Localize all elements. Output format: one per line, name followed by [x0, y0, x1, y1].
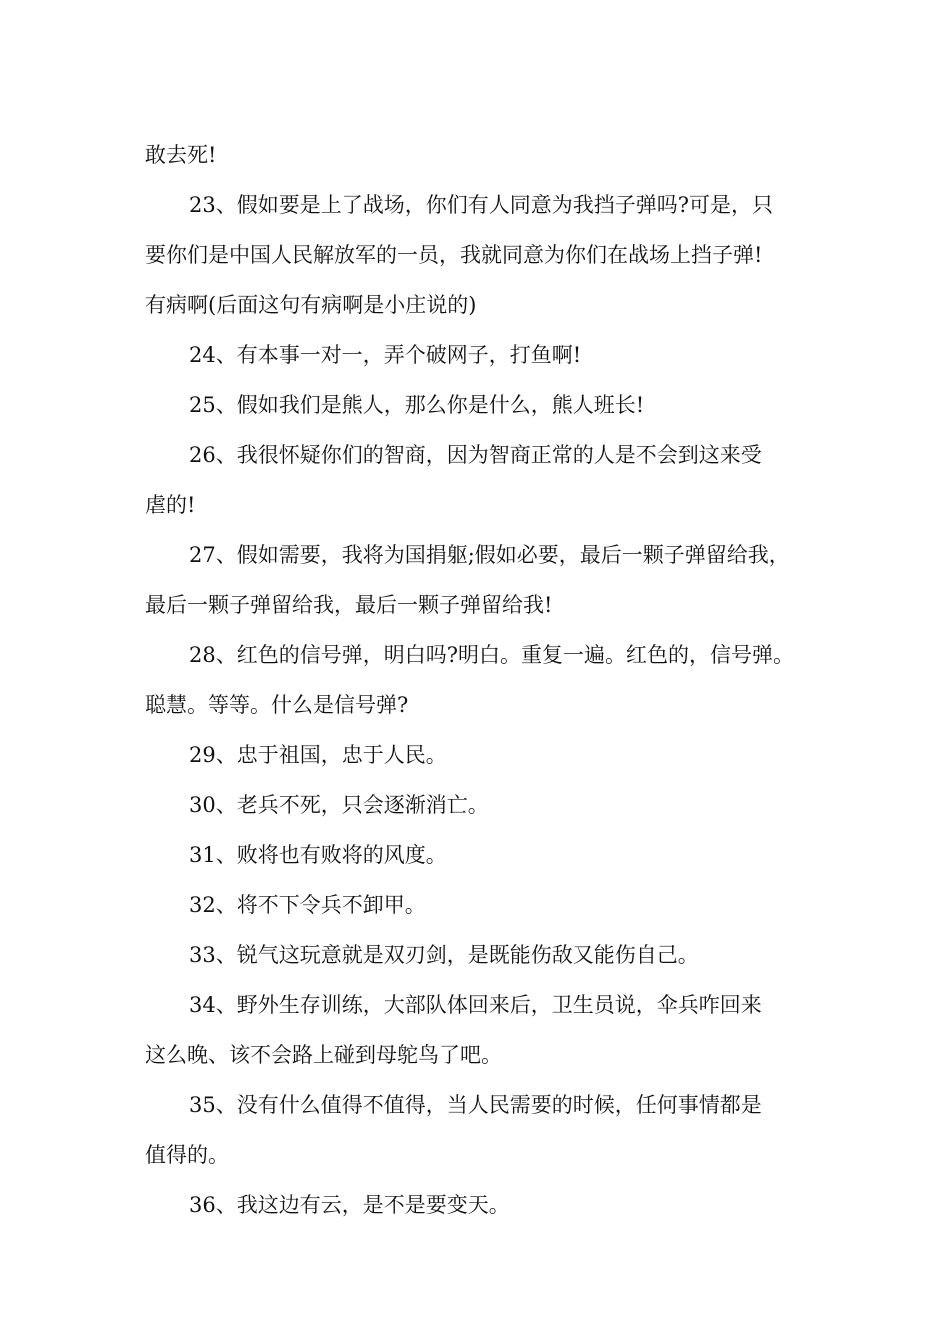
- text-line: 33、锐气这玩意就是双刃剑，是既能伤敌又能伤自己。: [189, 943, 699, 967]
- text-line: 35、没有什么值得不值得，当人民需要的时候，任何事情都是: [189, 1093, 762, 1117]
- text-line: 30、老兵不死，只会逐渐消亡。: [189, 793, 489, 817]
- text-line: 29、忠于祖国，忠于人民。: [189, 743, 447, 767]
- text-line: 32、将不下令兵不卸甲。: [189, 893, 426, 917]
- text-line: 值得的。: [145, 1143, 229, 1167]
- text-line: 25、假如我们是熊人，那么你是什么，熊人班长!: [189, 393, 645, 417]
- text-line: 最后一颗子弹留给我，最后一颗子弹留给我!: [145, 593, 553, 617]
- text-line: 24、有本事一对一，弄个破网子，打鱼啊!: [189, 343, 582, 367]
- text-line: 虐的!: [145, 493, 196, 517]
- text-line: 34、野外生存训练，大部队体回来后，卫生员说，伞兵咋回来: [189, 993, 762, 1017]
- text-line: 有病啊(后面这句有病啊是小庄说的): [145, 293, 477, 317]
- text-line: 36、我这边有云，是不是要变天。: [189, 1193, 510, 1217]
- text-line: 敢去死!: [145, 143, 217, 167]
- text-line: 31、败将也有败将的风度。: [189, 843, 447, 867]
- text-line: 这么晚、该不会路上碰到母鸵鸟了吧。: [145, 1043, 502, 1067]
- text-line: 27、假如需要，我将为国捐躯;假如必要，最后一颗子弹留给我，: [189, 543, 790, 567]
- text-line: 23、假如要是上了战场，你们有人同意为我挡子弹吗?可是，只: [189, 193, 773, 217]
- text-line: 28、红色的信号弹，明白吗?明白。重复一遍。红色的，信号弹。: [189, 643, 794, 667]
- text-line: 聪慧。等等。什么是信号弹?: [145, 693, 409, 717]
- text-line: 26、我很怀疑你们的智商，因为智商正常的人是不会到这来受: [189, 443, 762, 467]
- text-line: 要你们是中国人民解放军的一员，我就同意为你们在战场上挡子弹!: [145, 243, 763, 267]
- document-body: [145, 130, 825, 1230]
